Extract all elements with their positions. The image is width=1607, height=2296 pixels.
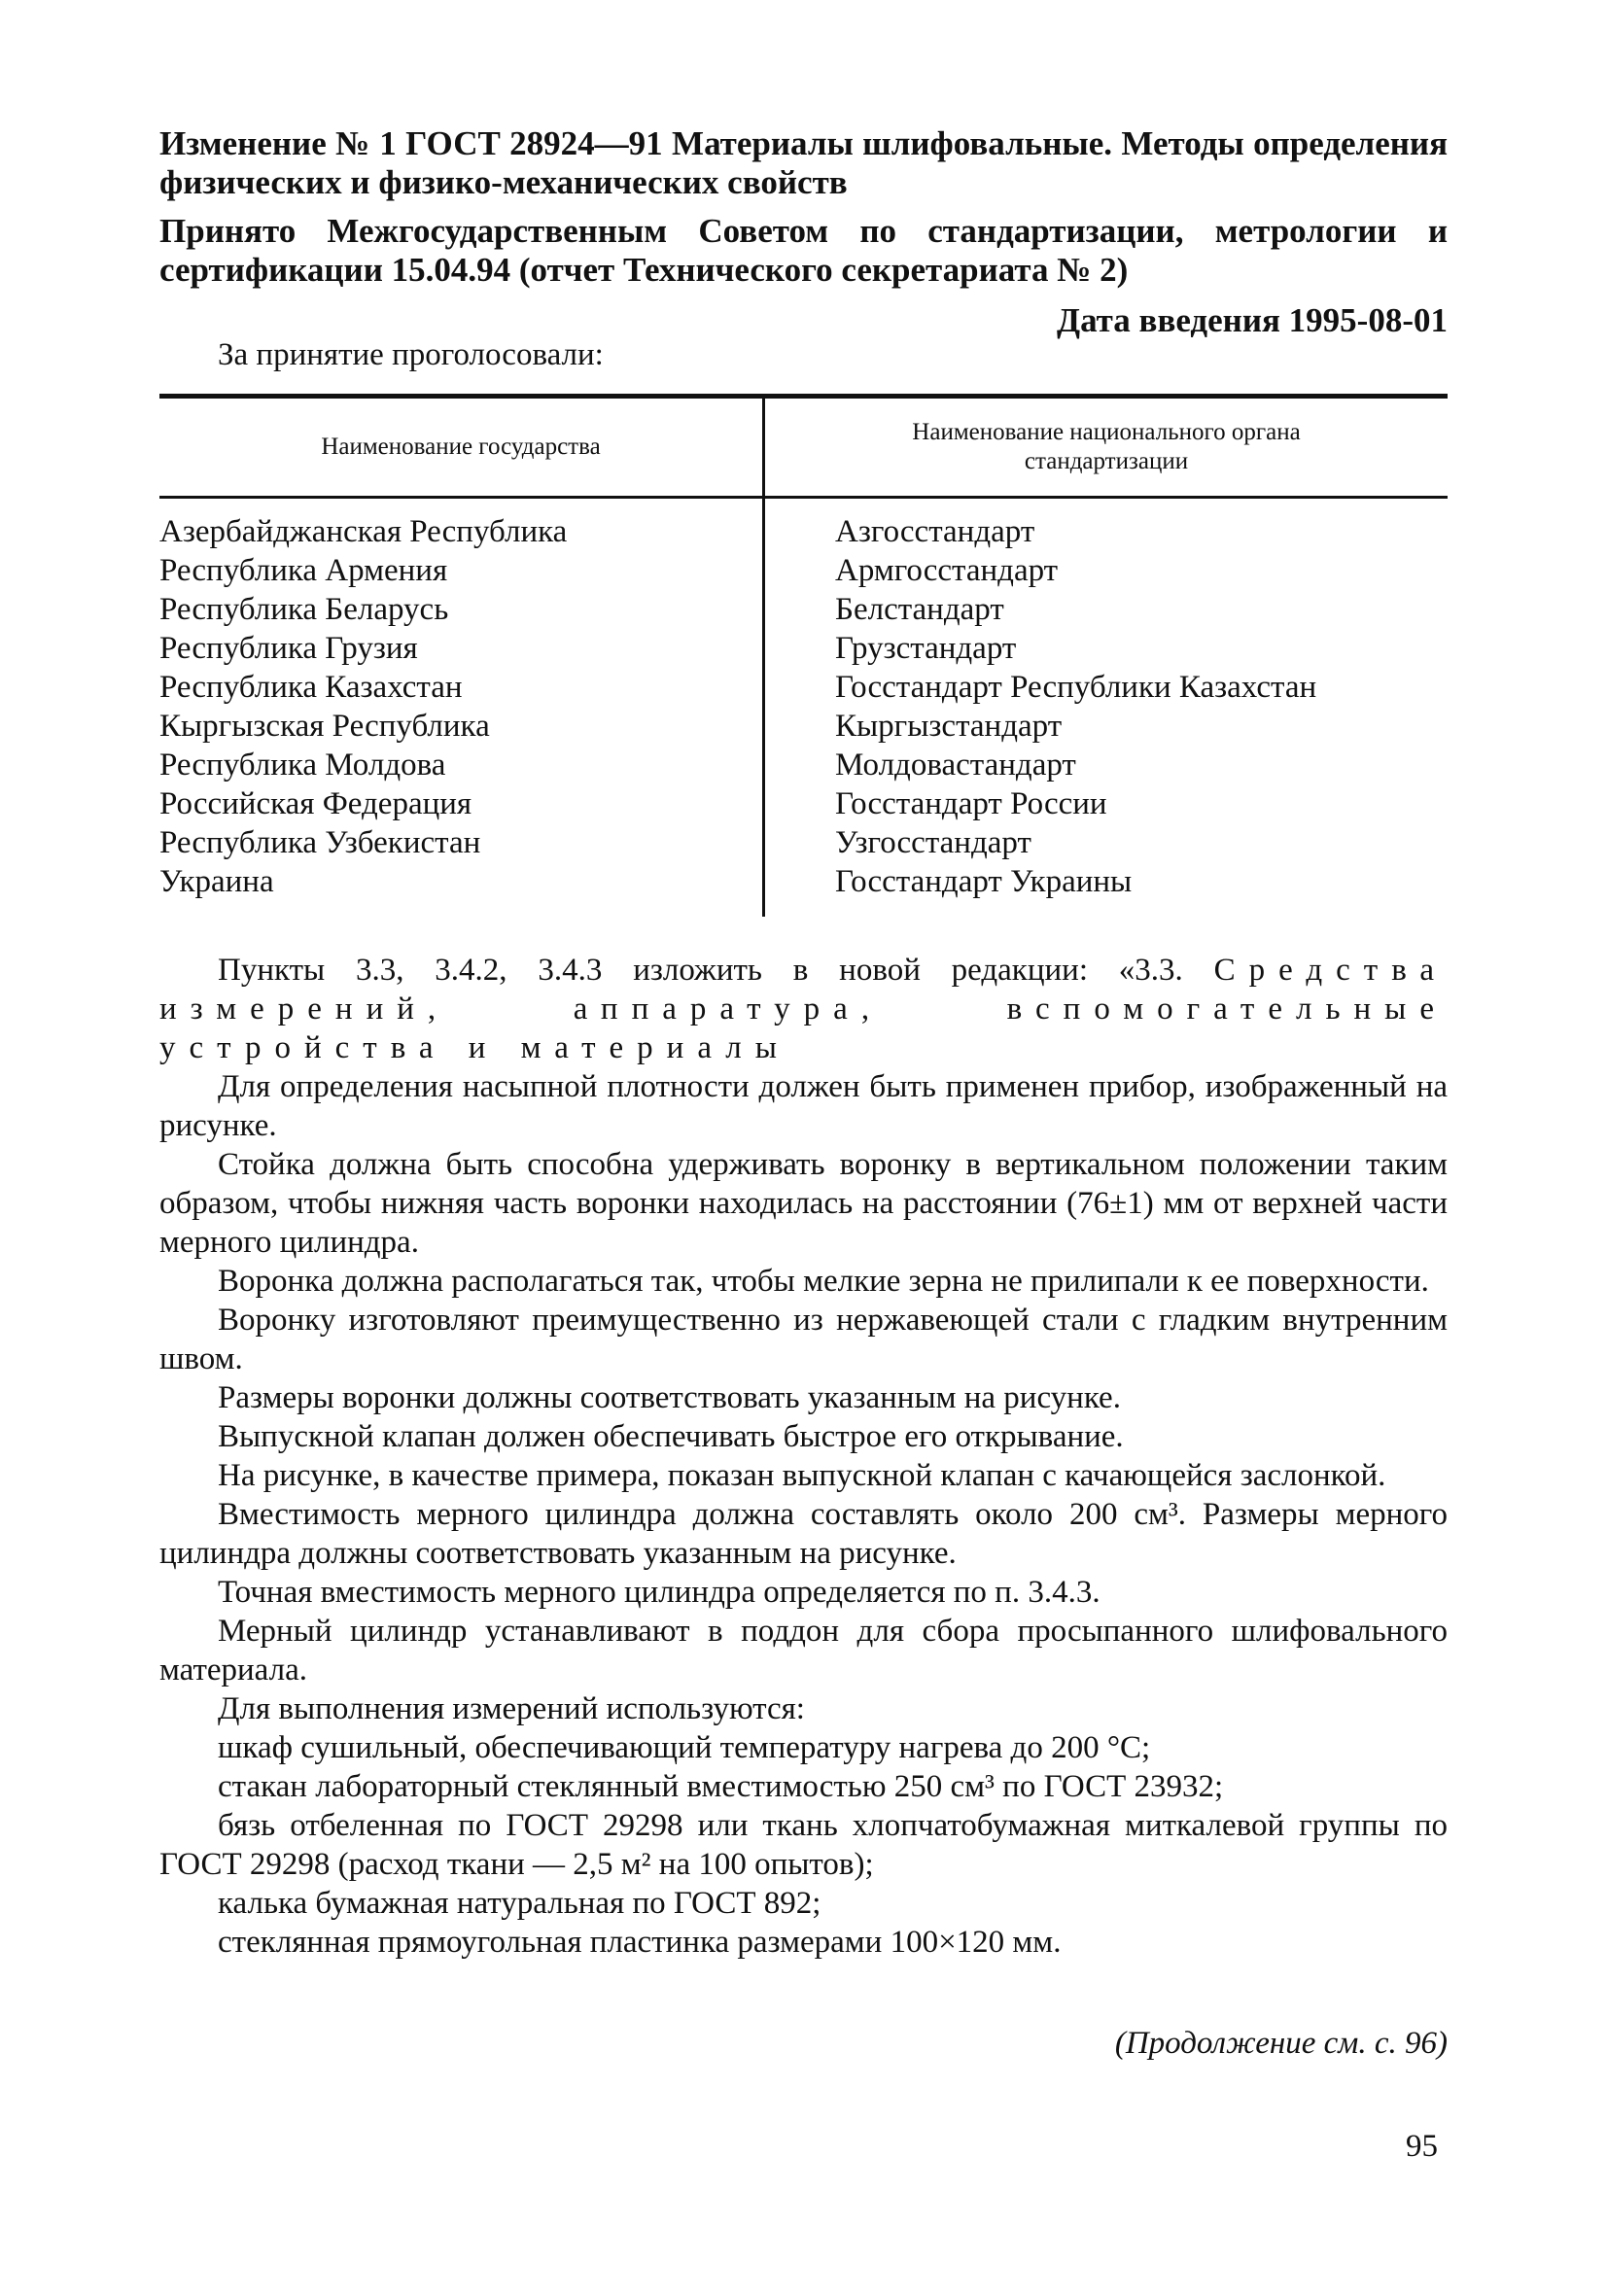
page-number: 95	[1406, 2129, 1438, 2164]
equipment-item: стакан лабораторный стеклянный вместимостью 250 см³ по ГОСТ 23932;	[218, 1769, 1224, 1804]
document-title: Изменение № 1 ГОСТ 28924—91 Материалы шлифовальные. Методы определения физических и физико-механических свойств	[159, 124, 1448, 201]
table-cell-state: Республика Беларусь	[159, 592, 449, 627]
adoption-statement: Принято Межгосударственным Советом по стандартизации, метрологии и сертификации 15.04.94 (отчет Технического секретариата № 2)	[159, 212, 1448, 289]
equipment-item: бязь отбеленная по ГОСТ 29298 или ткань хлопчатобумажная миткалевой группы по ГОСТ 29298 (расход ткани — 2,5 м² на 100 опытов);	[159, 1808, 1448, 1882]
body-paragraph: Выпускной клапан должен обеспечивать быстрое его открывание.	[218, 1419, 1124, 1454]
equipment-item: стеклянная прямоугольная пластинка размерами 100×120 мм.	[218, 1925, 1062, 1960]
effective-date: Дата введения 1995-08-01	[1057, 301, 1448, 339]
equipment-item: калька бумажная натуральная по ГОСТ 892;	[218, 1886, 821, 1921]
section-heading: Средства измерений, аппаратура, вспомогательные устройства и материалы	[159, 953, 1449, 1065]
voted-label: За принятие проголосовали:	[218, 337, 604, 372]
table-cell-state: Азербайджанская Республика	[159, 514, 568, 549]
state-list	[159, 512, 743, 901]
body-paragraph: На рисунке, в качестве примера, показан выпускной клапан с качающейся заслонкой.	[218, 1458, 1386, 1493]
body-paragraph: Для определения насыпной плотности должен быть применен прибор, изображенный на рисунке.	[159, 1069, 1448, 1143]
table-column-divider	[762, 399, 765, 917]
body-paragraph: Вместимость мерного цилиндра должна составлять около 200 см³. Размеры мерного цилиндра должны соответствовать указанным на рисунке.	[159, 1497, 1448, 1571]
equipment-item: шкаф сушильный, обеспечивающий температуру нагрева до 200 °С;	[218, 1730, 1151, 1765]
table-cell-body: Кыргызстандарт	[835, 709, 1063, 744]
table-header-body	[765, 399, 1448, 496]
voting-table	[159, 394, 1448, 917]
table-cell-state: Российская Федерация	[159, 786, 472, 821]
body-paragraph: Мерный цилиндр устанавливают в поддон для сбора просыпанного шлифовального материала.	[159, 1614, 1448, 1687]
table-cell-body: Госстандарт Республики Казахстан	[835, 670, 1317, 705]
continuation-note: (Продолжение см. с. 96)	[1114, 2026, 1448, 2061]
table-cell-body: Азгосстандарт	[835, 514, 1035, 549]
table-header-state	[159, 399, 762, 496]
intro-text: Пункты 3.3, 3.4.2, 3.4.3 изложить в новой редакции: «3.3.	[218, 953, 1183, 988]
body-paragraph: Для выполнения измерений используются:	[218, 1691, 805, 1726]
table-cell-state: Кыргызская Республика	[159, 709, 490, 744]
table-cell-body: Грузстандарт	[835, 631, 1017, 666]
table-cell-state: Республика Грузия	[159, 631, 418, 666]
table-cell-state: Республика Казахстан	[159, 670, 463, 705]
table-cell-body: Армгосстандарт	[835, 553, 1059, 588]
table-cell-state: Республика Узбекистан	[159, 825, 481, 860]
table-cell-body: Госстандарт Украины	[835, 864, 1133, 899]
amendment-text	[159, 951, 1448, 1962]
body-paragraph: Воронку изготовляют преимущественно из нержавеющей стали с гладким внутренним швом.	[159, 1303, 1448, 1376]
table-cell-state: Республика Молдова	[159, 748, 446, 783]
table-header-state-label: Наименование государства	[321, 434, 601, 460]
table-cell-state: Украина	[159, 864, 274, 899]
body-paragraph: Размеры воронки должны соответствовать указанным на рисунке.	[218, 1380, 1121, 1415]
standards-body-list	[835, 512, 1448, 901]
table-cell-body: Узгосстандарт	[835, 825, 1031, 860]
table-cell-body: Госстандарт России	[835, 786, 1107, 821]
body-paragraph: Стойка должна быть способна удерживать воронку в вертикальном положении таким образом, чтобы нижняя часть воронки находилась на расстоянии (76±1) мм от верхней части мерного цилиндра.	[159, 1147, 1448, 1260]
table-header-body-label: Наименование национального органа стандартизации	[912, 419, 1301, 474]
table-header-rule	[159, 496, 1448, 499]
table-cell-state: Республика Армения	[159, 553, 448, 588]
table-cell-body: Белстандарт	[835, 592, 1004, 627]
body-paragraph: Точная вместимость мерного цилиндра определяется по п. 3.4.3.	[218, 1575, 1100, 1610]
body-paragraph: Воронка должна располагаться так, чтобы мелкие зерна не прилипали к ее поверхности.	[218, 1264, 1429, 1299]
table-cell-body: Молдовастандарт	[835, 748, 1076, 783]
intro-paragraph	[159, 951, 1448, 1067]
